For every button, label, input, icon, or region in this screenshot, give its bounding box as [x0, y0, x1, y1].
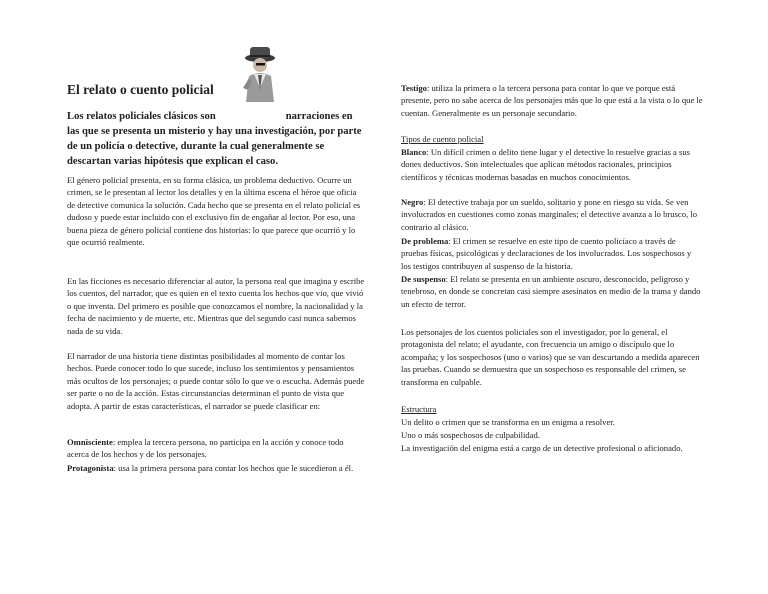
testigo-term: Testigo — [401, 83, 427, 93]
detective-icon — [240, 44, 280, 102]
tipo-suspenso — [401, 273, 703, 310]
estructura-heading-text: Estructura — [401, 404, 437, 414]
narrador-omnisciente — [67, 436, 365, 461]
estructura-item-3: La investigación del enigma está a cargo de un detective profesional o aficionado. — [401, 443, 683, 453]
protagonista-text: : usa la primera persona para contar los hechos que le sucedieron a él. — [113, 463, 354, 473]
suspenso-text: : El relato se presenta en un ambiente oscuro, desconocido, peligroso y tenebroso, en donde se concretan casi siempre asesinatos en medio de la trama y dando un efecto de terror. — [401, 274, 701, 309]
estructura-item-1: Un delito o crimen que se transforma en un enigma a resolver. — [401, 417, 615, 427]
testigo-text: : utiliza la primera o la tercera persona para contar lo que ve porque está presente, pero no sabe acerca de los personajes más que lo que está a la vista o lo que le cuentan. Generalmente es un personaje secundario. — [401, 83, 703, 118]
tipos-heading — [401, 133, 703, 145]
tipos-heading-text: Tipos de cuento policial — [401, 134, 484, 144]
paragraph-narrador: El narrador de una historia tiene distintas posibilidades al momento de contar los hechos. Puede conocer todo lo que sucede, incluso los sentimientos y pensamientos más ocultos de los personajes; o puede contar sólo lo que ve o escucha. Además puede ser parte o no de la acción. Estas circunstancias determinan el punto de vista que adopta. A partir de estas características, el narrador se puede clasificar en: — [67, 351, 365, 411]
omnisciente-text: : emplea la tercera persona, no participa en la acción y conoce todo acerca de los hechos y de los personajes. — [67, 437, 344, 460]
paragraph-personajes: Los personajes de los cuentos policiales son el investigador, por lo general, el protagonista del relato; el ayudante, con frecuencia un amigo o discípulo que lo acompaña; y los sospechosos (uno o varios) que se van descartando a medida aparecen las pruebas. Cuando se demuestra que un sospechoso es responsable del crimen, se transforma en culpable. — [401, 327, 700, 387]
estructura-item-2: Uno o más sospechosos de culpabilidad. — [401, 430, 540, 440]
protagonista-term: Protagonista — [67, 463, 114, 473]
negro-term: Negro — [401, 197, 424, 207]
tipo-blanco — [401, 146, 703, 183]
tipo-negro — [401, 196, 703, 233]
tipo-problema — [401, 235, 703, 272]
paragraph-genero: El género policial presenta, en su forma clásica, un problema deductivo. Ocurre un crimen, se le presentan al lector los detalles y en la última escena el héroe que oficia de detective comunica la solución. Cada hecho que se presenta en el relato policial es dudoso y puede estar incluido con el exclusivo fin de engañar al lector. Por eso, una buena pieza de género policial contiene dos historias: lo que parece que ocurrió y lo que ocurrió realmente. — [67, 175, 361, 248]
narrador-protagonista — [67, 462, 365, 474]
suspenso-term: De suspenso — [401, 274, 446, 284]
problema-term: De problema — [401, 236, 449, 246]
omnisciente-term: Omnisciente — [67, 437, 113, 447]
paragraph-autor-narrador: En las ficciones es necesario diferenciar al autor, la persona real que imagina y escribe los cuentos, del narrador, que es quien en el texto cuenta los hechos que vio, que vivió o que inventa. Del primero es posible que conozcamos el nombre, la nacionalidad y la fecha de nacimiento y de muerte, etc. Mientras que del segundo casi nunca sabemos nada de su vida. — [67, 276, 365, 336]
blanco-term: Blanco — [401, 147, 427, 157]
lead-part2: narraciones en las que se presenta un misterio y hay una investigación, por parte de un policía o detective, durante la cual generalmente se descartan varias hipótesis que explican el caso. — [67, 111, 362, 167]
lead-part1: Los relatos policiales clásicos son — [67, 111, 216, 122]
narrador-testigo — [401, 82, 703, 119]
problema-text: : El crimen se resuelve en este tipo de cuento policíaco a través de pruebas físicas, psicológicas y declaraciones de los involucrados. Los sospechosos y los testigos contribuyen al suspenso de la historia. — [401, 236, 692, 271]
blanco-text: : Un difícil crimen o delito tiene lugar y el detective lo resuelve gracias a sus dones deductivos. Son intelectuales que aplican métodos racionales, principios científicos y técnicas modernas basadas en muchos conocimientos. — [401, 147, 690, 182]
lead-paragraph — [67, 109, 365, 169]
page-title: El relato o cuento policial — [67, 82, 214, 97]
negro-text: : El detective trabaja por un sueldo, solitario y pone en riesgo su vida. Se ven involucrados en cuestiones como zonas marginales; el detective avanza a lo brusco, lo contrario al clásico. — [401, 197, 697, 232]
estructura-heading — [401, 403, 703, 415]
